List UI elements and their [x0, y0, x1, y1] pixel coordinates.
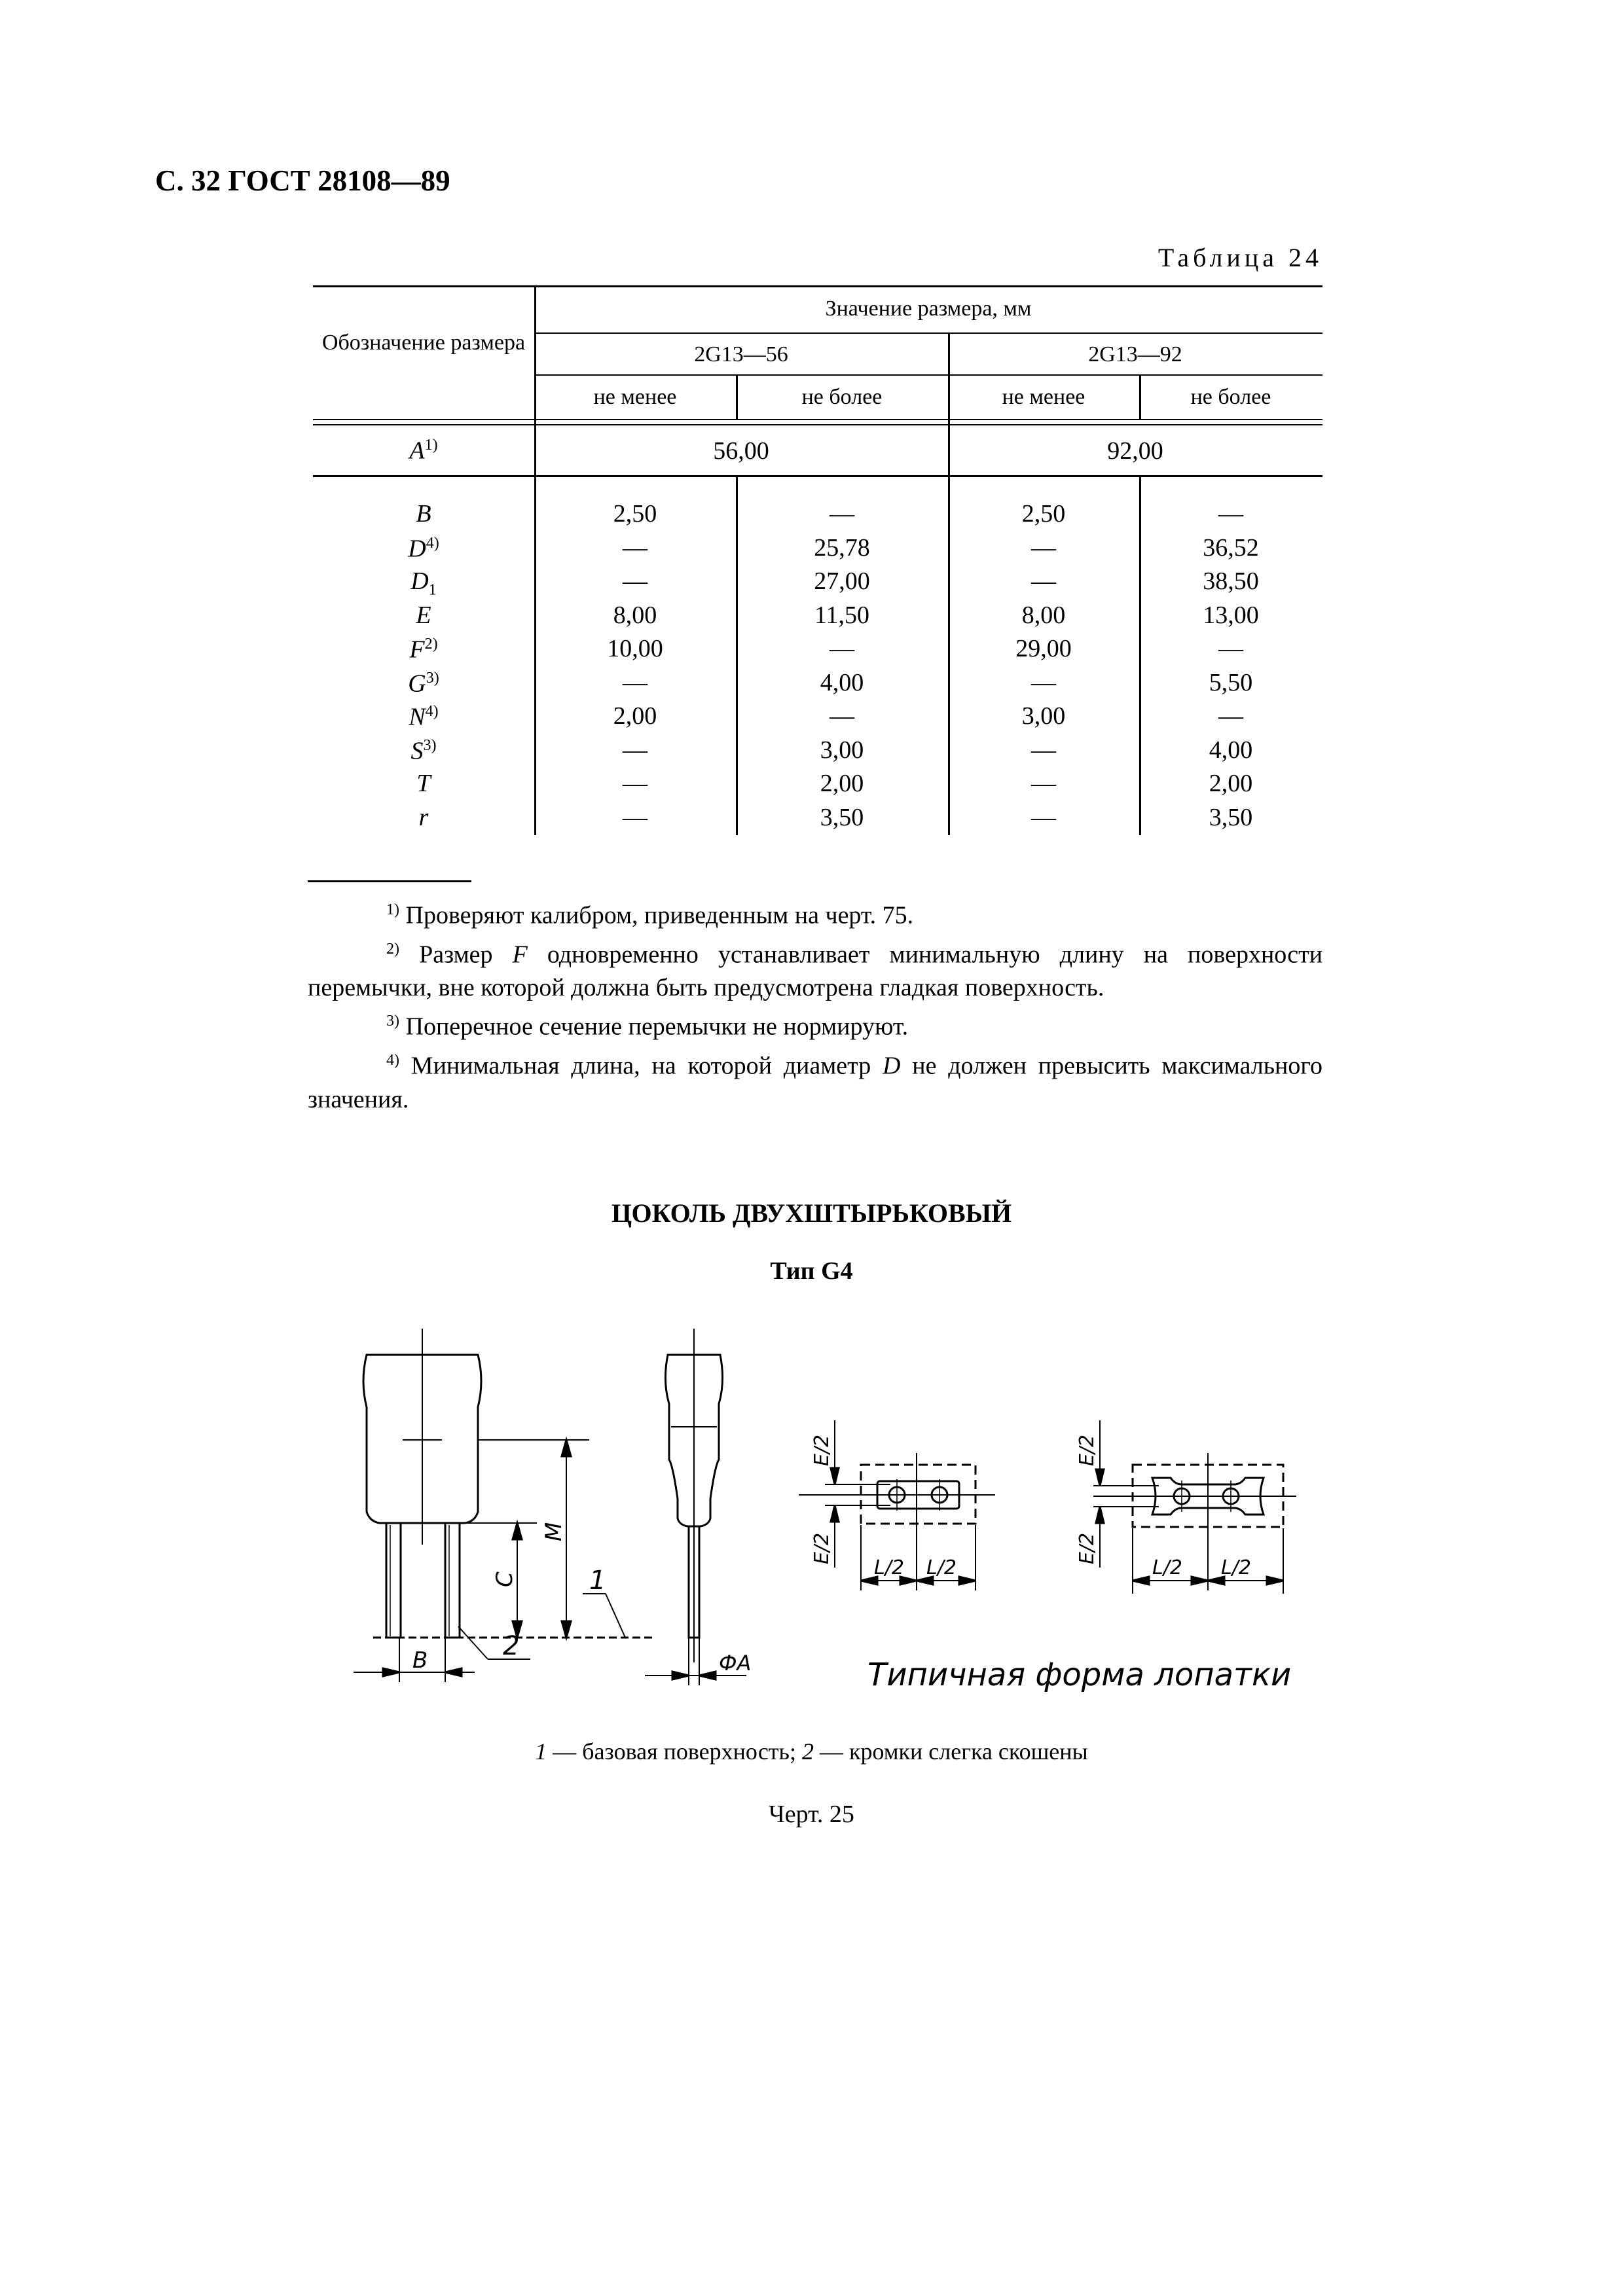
row-symbol: T [416, 770, 431, 797]
type-title: Тип G4 [770, 1257, 853, 1285]
table-cell: 36,52 [1203, 534, 1259, 562]
table-cell: 2,50 [613, 500, 657, 528]
header-min-1: не менее [593, 385, 677, 409]
table-cell: 11,50 [814, 601, 870, 629]
footnote-3: $^{3)}$ Поперечное сечение перемычки не нормируют. [386, 1013, 909, 1041]
dim-label-a: ФA [719, 1651, 752, 1676]
footnotes [308, 893, 1322, 1117]
table-cell: 3,00 [820, 736, 864, 764]
dim-label-e2-bottom-2: E/2 [1076, 1532, 1099, 1564]
section-title: ЦОКОЛЬ ДВУХШТЫРЬКОВЫЙ [611, 1198, 1012, 1228]
row-symbol: $A^{1)}$ [409, 437, 438, 465]
table-cell: 3,50 [1209, 804, 1253, 831]
table-cell: — [623, 736, 647, 764]
footnote-1: $^{1)}$ Проверяют калибром, приведенным на черт. 75. [386, 901, 914, 929]
figure-label: Черт. 25 [769, 1801, 854, 1828]
table-cell: 2,00 [613, 702, 657, 730]
table-cell: — [830, 635, 854, 662]
row-symbol: B [416, 500, 431, 528]
row-symbol: $D_1$ [410, 567, 437, 599]
dim-label-b: B [412, 1647, 428, 1674]
dim-label-l2-2a: L/2 [1152, 1556, 1182, 1579]
value-a-56: 56,00 [713, 437, 769, 465]
table-cell: 4,00 [1209, 736, 1253, 764]
table-cell: — [623, 534, 647, 562]
table-cell: — [623, 770, 647, 797]
table-cell: 10,00 [607, 635, 663, 662]
dim-label-e2-top-2: E/2 [1076, 1434, 1099, 1466]
table-cell: — [830, 702, 854, 730]
pin-right [445, 1523, 460, 1638]
table-cell: — [1218, 635, 1243, 662]
table-cell: 13,00 [1203, 601, 1259, 629]
dim-label-e2-top-1: E/2 [811, 1434, 833, 1466]
table-cell: — [1218, 500, 1243, 528]
table-cell: — [1031, 567, 1056, 595]
table-cell: 27,00 [814, 567, 870, 595]
header-max-1: не более [801, 385, 883, 409]
typical-pad-label: Типичная форма лопатки [867, 1657, 1292, 1693]
table-cell: 8,00 [613, 601, 657, 629]
dim-label-m: M [541, 1522, 567, 1541]
row-symbol: $D^{4)}$ [408, 535, 439, 563]
row-symbol: r [418, 804, 429, 831]
header-min-2: не менее [1002, 385, 1085, 409]
page-header: С. 32 ГОСТ 28108—89 [155, 164, 450, 197]
row-symbol: $N^{4)}$ [409, 703, 439, 731]
header-max-2: не более [1190, 385, 1271, 409]
row-symbol: $G^{3)}$ [408, 670, 439, 698]
footnote-rule [308, 880, 471, 882]
table-cell: — [623, 804, 647, 831]
header-base-1: 2G13—56 [694, 342, 788, 367]
table-caption: Таблица 24 [1158, 243, 1322, 272]
table-cell: 2,00 [1209, 770, 1253, 797]
figure-caption: 1 — базовая поверхность; 2 — кромки слегка скошены [535, 1738, 1088, 1765]
table-cell: 5,50 [1209, 669, 1253, 696]
header-value: Значение размера, мм [825, 296, 1032, 321]
table-cell: 2,00 [820, 770, 864, 797]
technical-drawing [340, 1329, 1322, 1698]
row-symbol: E [416, 601, 431, 629]
dim-label-l2-1b: L/2 [926, 1556, 957, 1579]
table-cell: 29,00 [1015, 635, 1072, 662]
table-cell: 2,50 [1021, 500, 1066, 528]
header-symbol: Обозначение размера [321, 331, 526, 355]
footnote-4: $^{4)}$ Минимальная длина, на которой диаметр D не должен превысить максимального значения. [308, 1051, 1323, 1113]
note-label-2: 2 [503, 1631, 520, 1661]
dim-label-e2-bottom-1: E/2 [811, 1532, 833, 1564]
table-cell: — [1031, 534, 1056, 562]
header-base-2: 2G13—92 [1088, 342, 1182, 367]
table-cell: — [1031, 804, 1056, 831]
table-cell: 4,00 [820, 669, 864, 696]
pin-left [386, 1523, 401, 1638]
row-symbol: $F^{2)}$ [409, 636, 438, 664]
table-cell: — [1031, 669, 1056, 696]
dim-label-l2-2b: L/2 [1221, 1556, 1251, 1579]
footnote-2: $^{2)}$ Размер F одновременно устанавливает минимальную длину на поверхности перемычки, вне которой должна быть предусмотрена гладкая поверхность. [308, 940, 1323, 1002]
table-cell: — [830, 500, 854, 528]
table-cell: — [1031, 736, 1056, 764]
table-cell: — [623, 567, 647, 595]
table-cell: 3,50 [820, 804, 864, 831]
table-cell: 25,78 [814, 534, 870, 562]
dim-label-c: C [492, 1571, 518, 1587]
note-label-1: 1 [589, 1566, 606, 1596]
table-cell: — [623, 669, 647, 696]
dim-label-l2-1a: L/2 [874, 1556, 904, 1579]
value-a-92: 92,00 [1107, 437, 1163, 465]
table-cell: — [1031, 770, 1056, 797]
row-symbol: $S^{3)}$ [410, 737, 437, 765]
table-cell: 3,00 [1021, 702, 1066, 730]
table-cell: 38,50 [1203, 567, 1259, 595]
table-cell: 8,00 [1021, 601, 1066, 629]
table-cell: — [1218, 702, 1243, 730]
